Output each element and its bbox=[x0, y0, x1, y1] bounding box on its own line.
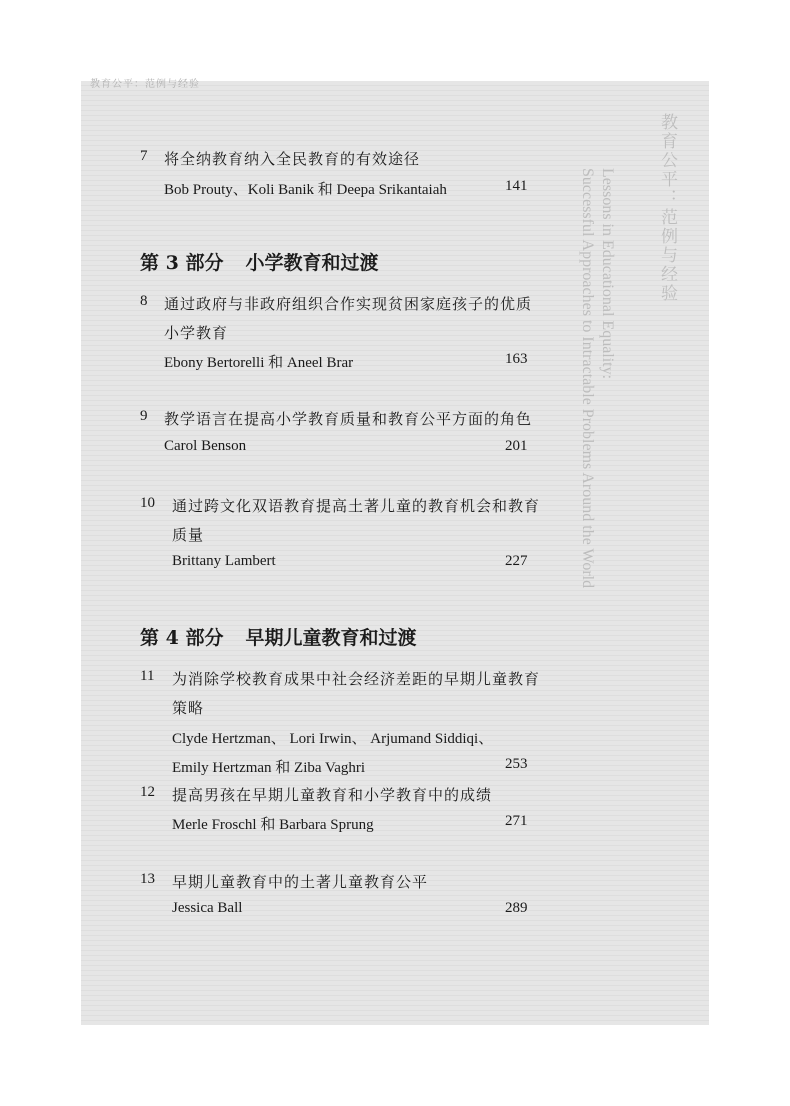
chapter-title-cont: 质量 bbox=[172, 526, 205, 544]
chapter-authors: Jessica Ball bbox=[172, 900, 243, 916]
chapter-number: 9 bbox=[140, 408, 148, 424]
chapter-authors: Clyde Hertzman、 Lori Irwin、 Arjumand Siddiqi、 bbox=[172, 731, 494, 747]
part-label: 第 4 部分 bbox=[140, 627, 224, 649]
page-number: 227 bbox=[505, 553, 528, 569]
part-title: 小学教育和过渡 bbox=[245, 252, 379, 274]
page-number: 201 bbox=[505, 438, 528, 454]
spine-title-cn: 教育公平：范例与经验 bbox=[657, 113, 677, 303]
chapter-authors: Merle Froschl 和 Barbara Sprung bbox=[172, 817, 374, 833]
chapter-title: 教学语言在提高小学教育质量和教育公平方面的角色 bbox=[164, 410, 533, 428]
chapter-title: 提高男孩在早期儿童教育和小学教育中的成绩 bbox=[172, 786, 493, 804]
page-number: 289 bbox=[505, 900, 528, 916]
running-header: 教育公平：范例与经验 bbox=[90, 79, 200, 90]
chapter-title-cont: 小学教育 bbox=[164, 324, 229, 342]
page-number: 141 bbox=[505, 178, 528, 194]
spine-title-en-2: Successful Approaches to Intractable Problems Around the World bbox=[579, 168, 596, 589]
chapter-title: 为消除学校教育成果中社会经济差距的早期儿童教育 bbox=[172, 670, 541, 688]
chapter-number: 11 bbox=[140, 668, 155, 684]
chapter-title: 通过政府与非政府组织合作实现贫困家庭孩子的优质 bbox=[164, 295, 533, 313]
chapter-number: 7 bbox=[140, 148, 148, 164]
chapter-authors: Carol Benson bbox=[164, 438, 247, 454]
part-heading bbox=[140, 248, 378, 275]
chapter-number: 8 bbox=[140, 293, 148, 309]
part-title: 早期儿童教育和过渡 bbox=[245, 627, 417, 649]
chapter-title: 将全纳教育纳入全民教育的有效途径 bbox=[164, 150, 421, 168]
page-number: 253 bbox=[505, 756, 528, 772]
spine-title-en-1: Lessons in Educational Equality: bbox=[599, 168, 616, 380]
part-label: 第 3 部分 bbox=[140, 252, 224, 274]
chapter-number: 13 bbox=[140, 871, 155, 887]
part-heading bbox=[140, 623, 416, 650]
chapter-number: 10 bbox=[140, 495, 155, 511]
chapter-title: 通过跨文化双语教育提高土著儿童的教育机会和教育 bbox=[172, 497, 541, 515]
chapter-authors: Bob Prouty、Koli Banik 和 Deepa Srikantaiah bbox=[164, 182, 447, 198]
chapter-authors-cont: Emily Hertzman 和 Ziba Vaghri bbox=[172, 760, 366, 776]
page-number: 271 bbox=[505, 813, 528, 829]
page-number: 163 bbox=[505, 351, 528, 367]
chapter-number: 12 bbox=[140, 784, 155, 800]
chapter-title: 早期儿童教育中的土著儿童教育公平 bbox=[172, 873, 429, 891]
chapter-title-cont: 策略 bbox=[172, 699, 205, 717]
chapter-authors: Brittany Lambert bbox=[172, 553, 276, 569]
chapter-authors: Ebony Bertorelli 和 Aneel Brar bbox=[164, 355, 354, 371]
